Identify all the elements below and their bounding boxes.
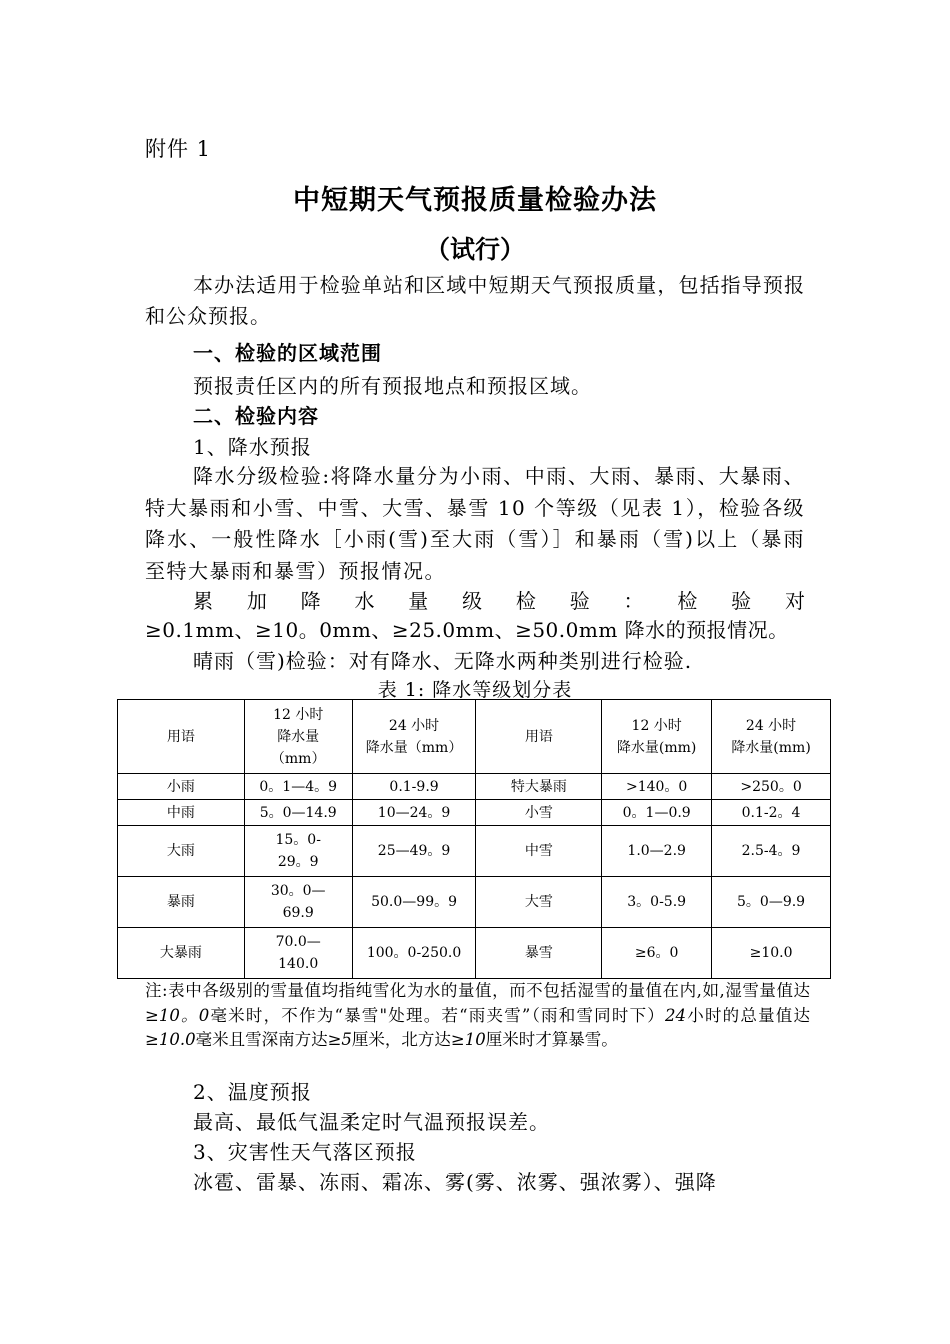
header-24h-2: [712, 700, 831, 774]
cell-12h: 0。1—4。9: [244, 774, 352, 800]
header-12h-2-line1: 12 小时: [631, 717, 682, 734]
cell-term: 大雨: [118, 826, 245, 877]
header-term: 用语: [118, 700, 245, 774]
header-24h-2-line2: 降水量(mm): [731, 739, 811, 756]
cell-12h-line1: 70.0—: [275, 934, 321, 950]
spread-char: 水: [354, 589, 375, 613]
cell-12h: [244, 826, 352, 877]
document-subtitle: （试行）: [424, 235, 525, 264]
cell-12h-line2: 69.9: [282, 905, 314, 921]
header-24h-line1: 24 小时: [388, 717, 440, 734]
cell-24h: 25—49。9: [352, 826, 476, 877]
section1-text: 预报责任区内的所有预报地点和预报区域。: [193, 374, 592, 398]
cell-12h: [244, 928, 352, 979]
header-12h-line3: （mm）: [270, 750, 326, 767]
section1-heading: 一、检验的区域范围: [193, 341, 382, 365]
cell-24h-2: >250。0: [712, 774, 831, 800]
cell-24h-2: 5。0—9.9: [712, 877, 831, 928]
item3-heading: 3、灾害性天气落区预报: [193, 1140, 417, 1164]
header-12h-line2: 降水量: [277, 728, 320, 745]
annex-label: 附件 1: [145, 137, 212, 161]
item1-para-cumulative-spread: [193, 585, 805, 614]
note-text: 小时的总量值达: [686, 1005, 810, 1025]
cell-24h-2: 0.1-2。4: [712, 800, 831, 826]
cell-24h: 0.1-9.9: [352, 774, 476, 800]
cell-12h-line1: 15。0-: [275, 832, 321, 848]
document-title: 中短期天气预报质量检验办法: [293, 185, 657, 216]
note-italic: ≥10。0: [145, 1005, 210, 1025]
cell-12h: [244, 877, 352, 928]
note-text: 毫米时，不作为“暴雪"处理。若“雨夹雪”（雨和雪同时下）: [209, 1005, 666, 1025]
item2-heading: 2、温度预报: [193, 1080, 312, 1104]
header-12h: [244, 700, 352, 774]
note-text: 厘米，北方达: [351, 1030, 451, 1049]
item1-para-sunny-rain: 晴雨（雪)检验：对有降水、无降水两种类别进行检验.: [193, 649, 693, 673]
header-12h-2: [602, 700, 712, 774]
cell-12h-2: 1.0—2.9: [602, 826, 712, 877]
spread-char: 降: [300, 589, 321, 613]
cell-12h-line1: 30。0—: [270, 883, 326, 899]
table-row: [118, 800, 831, 826]
cell-term-2: 特大暴雨: [476, 774, 602, 800]
cell-term: 中雨: [118, 800, 245, 826]
cell-term-2: 大雪: [476, 877, 602, 928]
item1-para-grading: 降水分级检验:将降水量分为小雨、中雨、大雨、暴雨、大暴雨、特大暴雨和小雪、中雪、大雪、暴雪 10 个等级（见表 1），检验各级降水、一般性降水［小雨(雪)至大雨（雪）］和暴雨（雪)以上（暴雨至特大暴雨和暴雪）预报情况。: [145, 464, 805, 583]
item1-para-cumulative-rest: ≥0.1mm、≥10。0mm、≥25.0mm、≥50.0mm 降水的预报情况。: [145, 618, 789, 642]
cell-term: 暴雨: [118, 877, 245, 928]
table-row: [118, 877, 831, 928]
note-italic: ≥10: [450, 1030, 486, 1049]
table-row: [118, 826, 831, 877]
cell-12h-line2: 29。9: [277, 854, 319, 870]
header-24h-2-line1: 24 小时: [745, 717, 797, 734]
note-text: 毫米且雪深南方达: [195, 1030, 328, 1049]
spread-char: 检: [677, 589, 698, 613]
cell-12h-2: ≥6。0: [602, 928, 712, 979]
table-row: [118, 928, 831, 979]
spread-char: 检: [515, 589, 536, 613]
cell-12h-2: 3。0-5.9: [602, 877, 712, 928]
cell-12h-2: >140。0: [602, 774, 712, 800]
header-12h-line1: 12 小时: [273, 706, 324, 723]
cell-12h: 5。0—14.9: [244, 800, 352, 826]
note-text: 厘米时才算暴雪。: [485, 1030, 618, 1049]
intro-paragraph: 本办法适用于检验单站和区域中短期天气预报质量，包括指导预报和公众预报。: [145, 273, 805, 328]
table-note: [145, 979, 810, 1053]
cell-24h: 10—24。9: [352, 800, 476, 826]
table-caption: 表 1: 降水等级划分表: [377, 679, 573, 701]
spread-char: 累: [193, 589, 213, 613]
cell-24h: 100。0-250.0: [352, 928, 476, 979]
header-24h-line2: 降水量（mm）: [365, 739, 463, 756]
spread-char: 级: [462, 589, 483, 613]
item1-heading: 1、降水预报: [193, 435, 312, 459]
section2-heading: 二、检验内容: [193, 404, 319, 428]
cell-12h-line2: 140.0: [278, 956, 319, 972]
header-24h: [352, 700, 476, 774]
header-term-2: 用语: [476, 700, 602, 774]
spread-char: 验: [569, 589, 590, 613]
spread-char: 加: [246, 589, 267, 613]
table-row: [118, 774, 831, 800]
cell-term-2: 中雪: [476, 826, 602, 877]
header-12h-2-line2: 降水量(mm): [616, 739, 697, 756]
table-header-row: [118, 700, 831, 774]
spread-char: 量: [408, 589, 429, 613]
precipitation-grade-table: [117, 699, 831, 979]
cell-12h-2: 0。1—0.9: [602, 800, 712, 826]
note-italic: ≥5: [327, 1030, 352, 1049]
spread-char: ：: [623, 589, 644, 613]
spread-char: 对: [784, 589, 805, 613]
item2-text: 最高、最低气温柔定时气温预报误差。: [193, 1110, 550, 1134]
item3-text: 冰雹、雷暴、冻雨、霜冻、雾(雾、浓雾、强浓雾）、强降: [193, 1170, 717, 1194]
cell-term-2: 小雪: [476, 800, 602, 826]
cell-24h-2: 2.5-4。9: [712, 826, 831, 877]
spread-char: 验: [731, 589, 752, 613]
cell-term-2: 暴雪: [476, 928, 602, 979]
cell-term: 大暴雨: [118, 928, 245, 979]
note-italic: ≥10.0: [145, 1030, 196, 1049]
cell-24h-2: ≥10.0: [712, 928, 831, 979]
note-text: 注:表中各级别的雪量值均指纯雪化为水的量值，而不包括湿雪的量值在内,如,湿雪量值达: [145, 981, 810, 1000]
cell-24h: 50.0—99。9: [352, 877, 476, 928]
cell-term: 小雨: [118, 774, 245, 800]
note-italic: 24: [665, 1005, 687, 1025]
